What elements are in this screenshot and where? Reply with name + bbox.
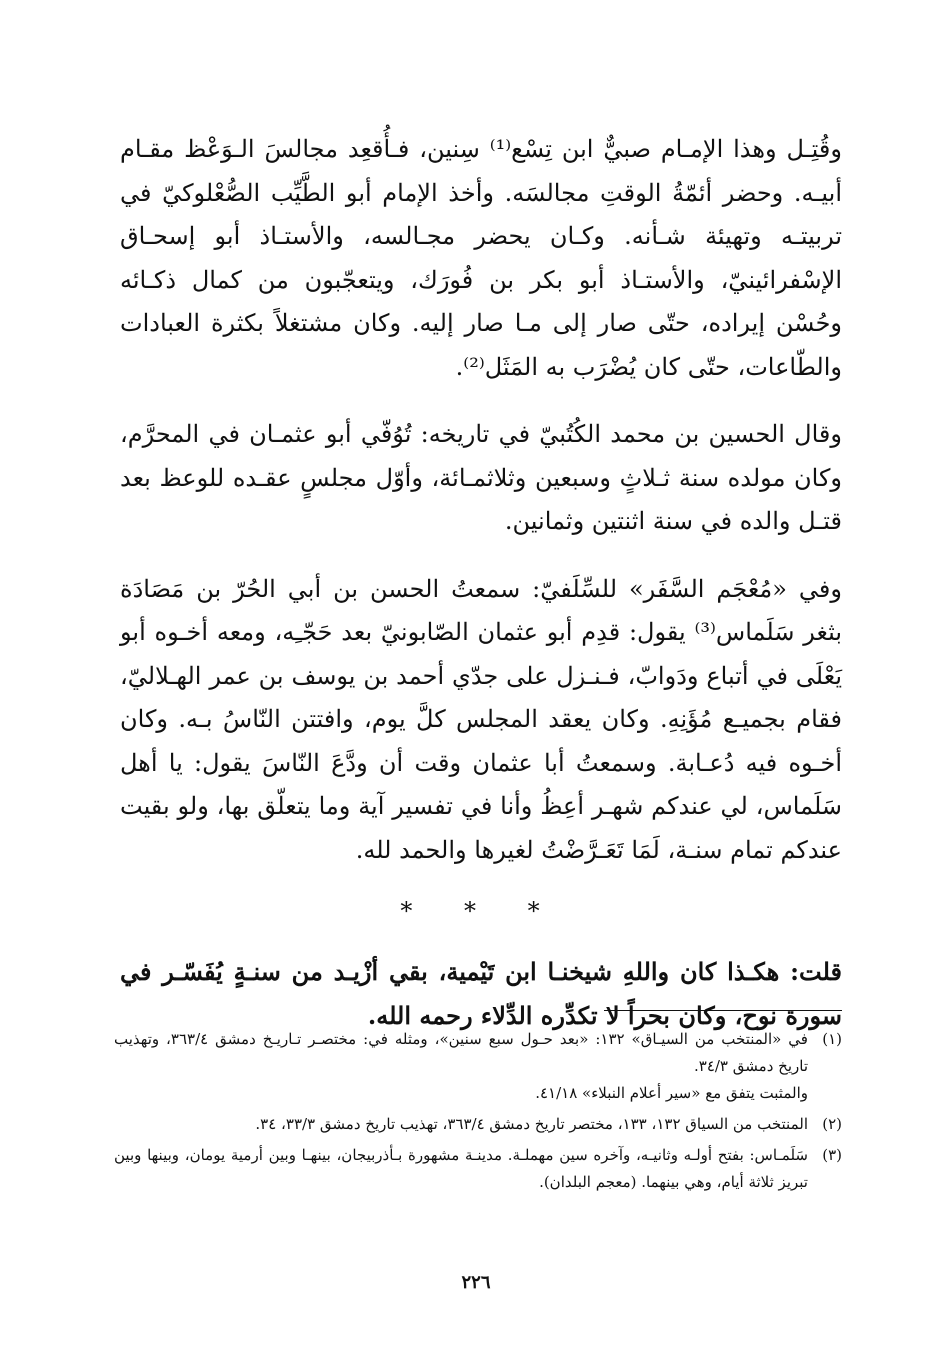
footnote-line: في «المنتخب من السيـاق» ١٣٢: «بعد حـول سبع سنين»، ومثله في: مختصـر تـاريـخ دمشق ٣٦٣/٤، وتهذيب تاريخ دمشق ٣٤/٣. bbox=[114, 1030, 808, 1075]
page-number: ٢٢٦ bbox=[461, 1272, 491, 1293]
footnote-2 bbox=[114, 1111, 842, 1138]
footnote-text bbox=[114, 1142, 808, 1196]
footnote-marker: (٣) bbox=[822, 1146, 842, 1164]
footnote-line: والمثبت يتفق مع «سير أعلام النبلاء» ٤١/١٨. bbox=[535, 1084, 808, 1102]
paragraph-1: وقُتِـل وهذا الإمـام صبيٌّ ابن تِسْع⁽¹⁾ سِنين، فـأُقعِد مجالسَ الـوَعْظ مقـام أبيـه. وحضر أئمّةُ الوقتِ مجالسَه. وأخذ الإمام أبو الطَّيِّب الصُّعْلوكيّ في تربيتـه وتهيئة شـأنه. وكـان يحضر مجـالسه، والأستـاذ أبو إسحـاق الإسْفرائينيّ، والأستـاذ أبو بكر بن فُورَك، ويتعجّبون من كمال ذكـائه وحُسْن إيراده، حتّى صار إلى مـا صار إليه. وكان مشتغلاً بكثرة العبادات والطّاعات، حتّى كان يُضْرَب به المَثَل⁽²⁾. bbox=[120, 135, 842, 381]
footnote-line: المنتخب من السياق ١٣٢، ١٣٣، مختصر تاريخ دمشق ٣٦٣/٤، تهذيب تاريخ دمشق ٣٣/٣، ٣٤. bbox=[255, 1115, 808, 1133]
footnote-divider bbox=[604, 1010, 842, 1011]
paragraph-4-author-note: قلت: هكـذا كان واللهِ شيخنـا ابن تَيْمية، بقي أزْيـد من سنـةٍ يُفَسّـر في سورة نوح، وكان بحراً لا تكدِّره الدِّلاء رحمه الله. bbox=[120, 957, 842, 1030]
footnote-3 bbox=[114, 1142, 842, 1196]
section-separator-stars: * * * bbox=[400, 897, 562, 925]
paragraph-2: وقال الحسين بن محمد الكُتُبيّ في تاريخه: تُوُفّي أبو عثمـان في المحرَّم، وكان مولده سنة ثـلاثٍ وسبعين وثلاثمـائة، وأوّل مجلسٍ عقـده للوعظ بعد قتـل والده في سنة اثنتين وثمانين. bbox=[120, 420, 842, 535]
footnote-line: سَلَمـاس: بفتح أولـه وثانيـه، وآخره سين مهملـة. مدينـة مشهورة بـأذربيجان، بينهـا وبين أرمية يومان، وبينها وبين تبريز ثلاثة أيام، وهي بينهما. (معجم البلدان). bbox=[114, 1146, 808, 1191]
footnote-marker: (٢) bbox=[822, 1115, 842, 1133]
paragraph-3: وفي «مُعْجَم السَّفَر» للسِّلَفيّ: سمعتُ الحسن بن أبي الحُرّ بن مَصَادَة بثغر سَلَماس⁽³⁾ يقول: قدِم أبو عثمان الصّابونيّ بعد حَجّـِه، ومعه أخـوه أبو يَعْلَى في أتباع ودَوابّ، فـنـزل على جدّي أحمد بن يوسف بن عمر الهـلاليّ، فقام بجميـع مُؤَنِهِ. وكان يعقد المجلس كلَّ يوم، وافتتن النّاسُ بـه. وكان أخـوه فيه دُعـابة. وسمعتُ أبا عثمان وقت أن ودَّعَ النّاسَ يقول: يا أهل سَلَماس، لي عندكم شهـر أعِظُ وأنا في تفسير آية وما يتعلّق بها، ولو بقيت عندكم تمام سنـة، لَمَا تَعَـرَّضْتُ لغيرها والحمد لله. bbox=[120, 574, 843, 864]
footnotes bbox=[114, 1026, 842, 1200]
footnote-marker: (١) bbox=[822, 1030, 842, 1048]
footnote-1 bbox=[114, 1026, 842, 1107]
main-text bbox=[120, 128, 842, 1037]
footnote-text bbox=[114, 1026, 808, 1107]
footnote-text bbox=[114, 1111, 808, 1138]
